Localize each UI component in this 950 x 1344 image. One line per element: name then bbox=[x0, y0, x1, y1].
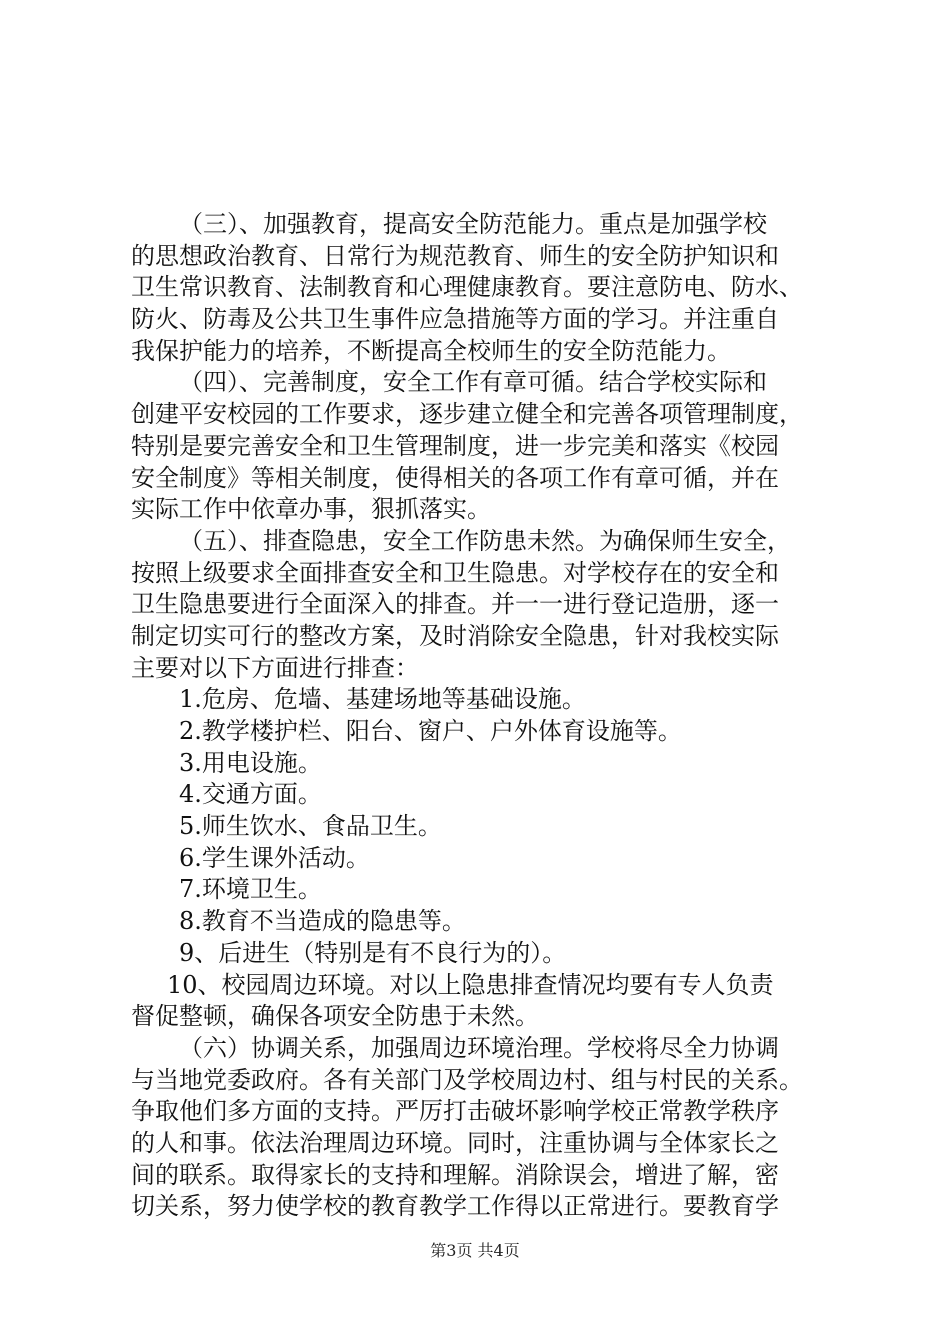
text-line: 防火、防毒及公共卫生事件应急措施等方面的学习。并注重自 bbox=[131, 305, 779, 334]
text-line: 争取他们多方面的支持。严厉打击破坏影响学校正常教学秩序 bbox=[131, 1097, 779, 1126]
text-line: （四）、完善制度，安全工作有章可循。结合学校实际和 bbox=[179, 368, 767, 397]
document-body bbox=[131, 209, 851, 1223]
text-line: 卫生隐患要进行全面深入的排查。并一一进行登记造册，逐一 bbox=[131, 590, 779, 619]
text-line: 7.环境卫生。 bbox=[179, 875, 322, 904]
text-line: （六）协调关系，加强周边环境治理。学校将尽全力协调 bbox=[179, 1033, 779, 1062]
text-line: 的思想政治教育、日常行为规范教育、师生的安全防护知识和 bbox=[131, 241, 779, 270]
text-line: 8.教育不当造成的隐患等。 bbox=[179, 907, 466, 936]
text-line: 的人和事。依法治理周边环境。同时，注重协调与全体家长之 bbox=[131, 1128, 779, 1157]
text-line: （五）、排查隐患，安全工作防患未然。为确保师生安全， bbox=[179, 526, 791, 555]
text-line: 创建平安校园的工作要求，逐步建立健全和完善各项管理制度， bbox=[131, 400, 803, 429]
text-line: 9、后进生（特别是有不良行为的）。 bbox=[179, 938, 567, 967]
text-line: 1.危房、危墙、基建场地等基础设施。 bbox=[179, 685, 586, 714]
text-line: 主要对以下方面进行排查： bbox=[131, 653, 419, 682]
text-line: 制定切实可行的整改方案，及时消除安全隐患，针对我校实际 bbox=[131, 621, 779, 650]
text-line: 安全制度》等相关制度，使得相关的各项工作有章可循，并在 bbox=[131, 463, 779, 492]
text-line: 卫生常识教育、法制教育和心理健康教育。要注意防电、防水、 bbox=[131, 273, 803, 302]
text-line: 我保护能力的培养，不断提高全校师生的安全防范能力。 bbox=[131, 336, 731, 365]
text-line: 督促整顿，确保各项安全防患于未然。 bbox=[131, 1002, 539, 1031]
text-line: 10、校园周边环境。对以上隐患排查情况均要有专人负责 bbox=[167, 970, 774, 999]
text-line: （三）、加强教育，提高安全防范能力。重点是加强学校 bbox=[179, 210, 767, 238]
text-line: 2.教学楼护栏、阳台、窗户、户外体育设施等。 bbox=[179, 717, 682, 745]
text-line: 6.学生课外活动。 bbox=[179, 843, 370, 872]
text-line: 4.交通方面。 bbox=[179, 780, 322, 809]
text-line: 特别是要完善安全和卫生管理制度，进一步完美和落实《校园 bbox=[131, 431, 779, 460]
text-line: 5.师生饮水、食品卫生。 bbox=[179, 812, 442, 841]
text-line: 间的联系。取得家长的支持和理解。消除误会，增进了解，密 bbox=[131, 1160, 779, 1189]
text-line: 切关系，努力使学校的教育教学工作得以正常进行。要教育学 bbox=[131, 1192, 779, 1221]
text-line: 3.用电设施。 bbox=[179, 748, 322, 777]
page-footer: 第3页 共4页 bbox=[430, 1241, 520, 1260]
text-line: 实际工作中依章办事，狠抓落实。 bbox=[131, 495, 491, 524]
text-line: 与当地党委政府。各有关部门及学校周边村、组与村民的关系。 bbox=[131, 1065, 803, 1094]
text-line: 按照上级要求全面排查安全和卫生隐患。对学校存在的安全和 bbox=[131, 558, 779, 587]
